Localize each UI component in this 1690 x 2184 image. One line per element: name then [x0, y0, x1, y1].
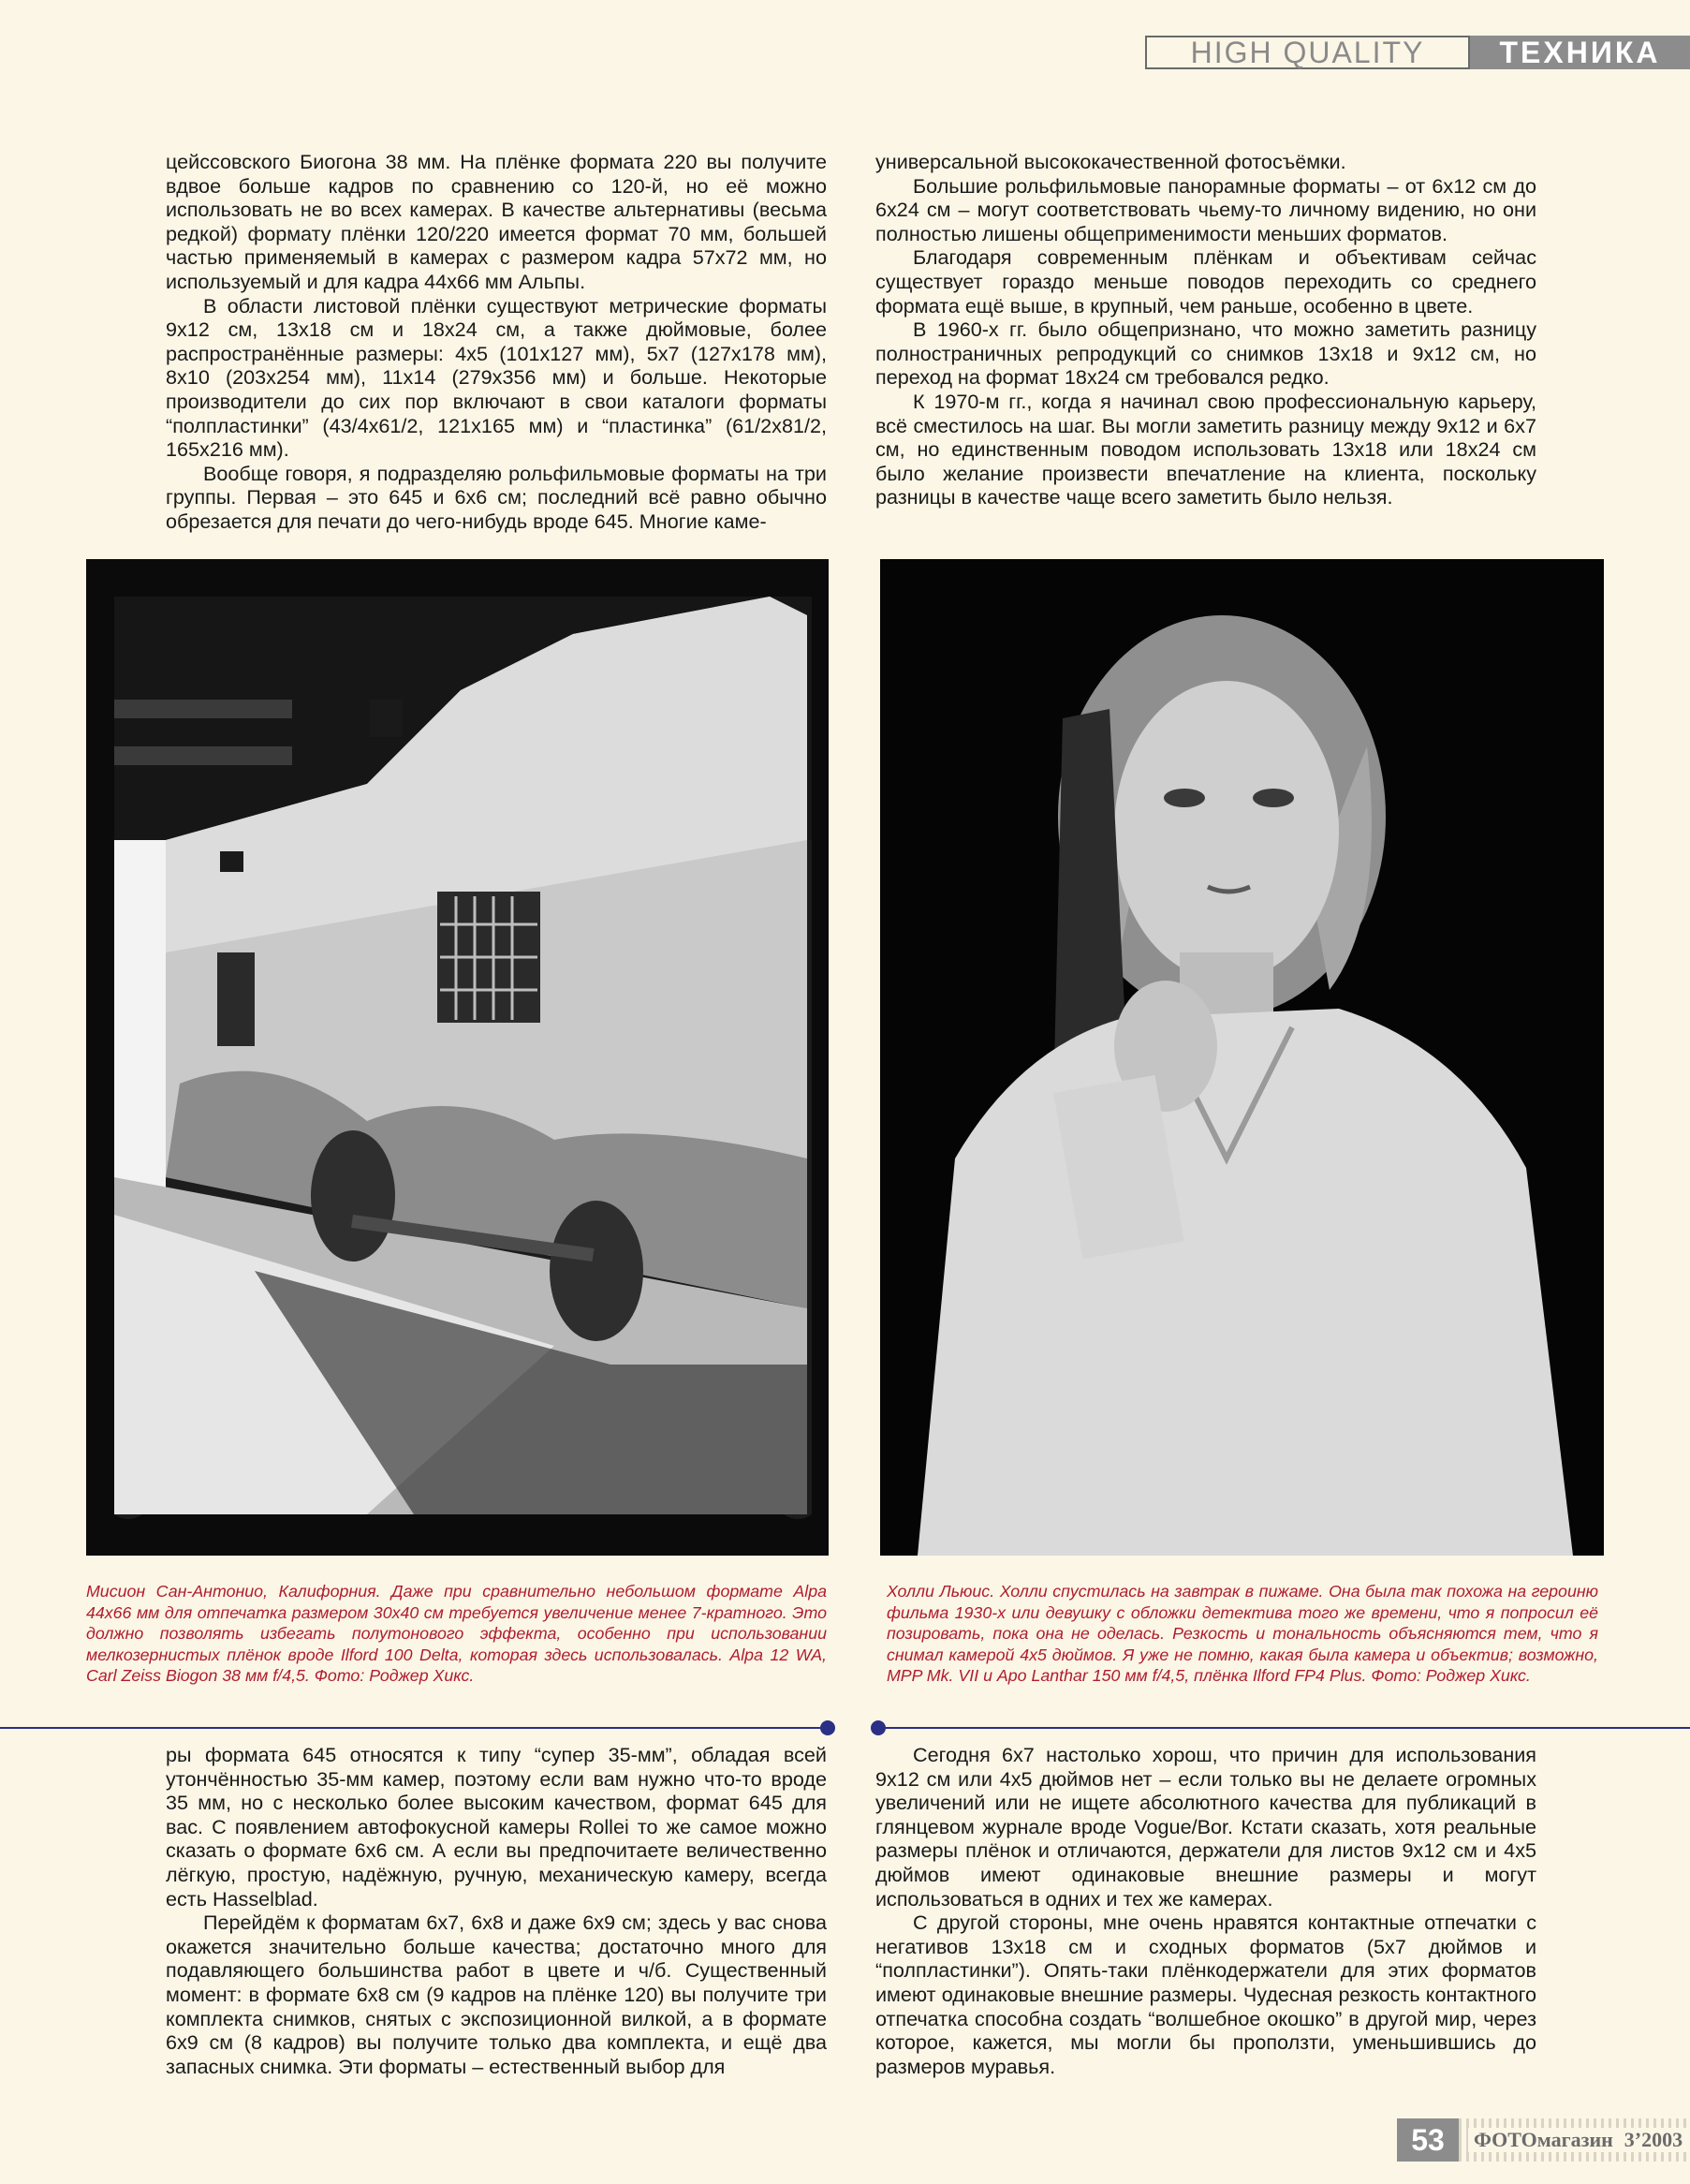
portrait-photo	[880, 559, 1604, 1556]
header-quality-label: HIGH QUALITY	[1145, 36, 1470, 69]
paragraph: Большие рольфильмовые панорамные форматы – от 6x12 см до 6x24 см – могут соответствовать чьему-то личному видению, но они полностью лишены общеприменимости меньших форматов.	[875, 173, 1536, 245]
paragraph: Вообще говоря, я подразделяю рольфильмовые форматы на три группы. Первая – это 645 и 6x6 см; последний всё равно обычно обрезается для печати до чего-нибудь вроде 645. Многие каме-	[166, 461, 827, 533]
divider-rule-left	[0, 1727, 828, 1729]
mission-photo-illustration	[86, 559, 829, 1556]
magazine-footer	[1459, 2118, 1690, 2162]
paragraph: ры формата 645 относятся к типу “супер 35-мм”, обладая всей утончённостью 35-мм камер, поэтому если вам нужно что-то вроде 35 мм, но с несколько более высоким качеством, формат 645 для вас. С появлением автофокусной камеры Rollei то же самое можно сказать о формате 6x6 см. А если вы предпочитаете величественно лёгкую, простую, надёжную, ручную, механическую камеру, всегда есть Hasselblad.	[166, 1743, 827, 1911]
paragraph: универсальной высококачественной фотосъёмки.	[875, 150, 1346, 173]
divider-dot-left	[820, 1720, 835, 1735]
paragraph: В 1960-х гг. было общепризнано, что можно заметить разницу полностраничных репродукций со снимков 13x18 и 9x12 см, но переход на формат 18x24 см требовался редко.	[875, 317, 1536, 390]
article-column-bottom-right	[875, 1743, 1536, 2078]
mission-photo	[86, 559, 829, 1556]
photo-caption-left: Мисион Сан-Антонио, Калифорния. Даже при сравнительно небольшом формате Alpa 44x66 мм для отпечатка размером 30x40 см требуется увеличение менее 7-кратного. Это должно позволять избегать полутонового эффекта, особенно при использовании мелкозернистых плёнок вроде Ilford 100 Delta, которая здесь использовалась. Alpa 12 WA, Carl Zeiss Biogon 38 мм f/4,5. Фото: Роджер Хикс.	[86, 1582, 827, 1686]
article-column-top-left	[166, 150, 827, 534]
portrait-photo-illustration	[880, 559, 1604, 1556]
paragraph: Сегодня 6x7 настолько хорош, что причин для использования 9x12 см или 4x5 дюймов нет – если только вы не делаете огромных увеличений или не ищете абсолютного качества для публикаций в глянцевом журнале вроде Vogue/Bor. Кстати сказать, хотя реальные размеры плёнок и отличаются, держатели для листов 9x12 см и 4x5 дюймов имеют одинаковые внешние размеры и могут использоваться в одних и тех же камерах.	[875, 1743, 1536, 1911]
page-number: 53	[1397, 2118, 1459, 2162]
paragraph: К 1970-м гг., когда я начинал свою профессиональную карьеру, всё сместилось на шаг. Вы могли заметить разницу между 9x12 и 6x7 см, но единственным поводом использовать 13x18 или 18x24 см было желание произвести впечатление на клиента, поскольку разницы в качестве чаще всего заметить было нельзя.	[875, 389, 1536, 509]
paragraph: цейссовского Биогона 38 мм. На плёнке формата 220 вы получите вдвое больше кадров по сравнению со 120-й, но её можно использовать не во всех камерах. В качестве альтернативы (весьма редкой) формату плёнки 120/220 имеется формат 70 мм, большей частью применяемый в камерах с размером кадра 57х72 мм, но используемый и для кадра 44х66 мм Альпы.	[166, 150, 827, 293]
magazine-issue: 3’2003	[1619, 2128, 1688, 2152]
paragraph: Благодаря современным плёнкам и объективам сейчас существует гораздо меньше поводов переходить со среднего формата ещё выше, в крупный, чем раньше, особенно в цвете.	[875, 245, 1536, 317]
article-column-bottom-left	[166, 1743, 827, 2078]
paragraph: В области листовой плёнки существуют метрические форматы 9x12 см, 13x18 см и 18x24 см, а также дюймовые, более распространённые размеры: 4x5 (101x127 мм), 5x7 (127x178 мм), 8x10 (203x254 мм), 11x14 (279x356 мм) и больше. Некоторые производители до сих пор включают в свои каталоги форматы “полпластинки” (43/4x61/2, 121x165 мм) и “пластинка” (61/2x81/2, 165x216 мм).	[166, 293, 827, 462]
article-column-top-right	[875, 150, 1536, 509]
magazine-brand: ФОТОмагазин	[1468, 2128, 1619, 2152]
paragraph: С другой стороны, мне очень нравятся контактные отпечатки с негативов 13x18 см и сходных форматов (5x7 дюймов и “полпластинки”). Опять-таки плёнкодержатели для этих форматов имеют одинаковые внешние размеры. Чудесная резкость контактного отпечатка способна создать “волшебное окошко” в другой мир, через которое, кажется, мы могли бы проползти, уменьшившись до размеров муравья.	[875, 1911, 1536, 2078]
divider-rule-right	[878, 1727, 1690, 1729]
header-section-label: ТЕХНИКА	[1470, 36, 1690, 69]
section-header	[1145, 36, 1690, 69]
photo-caption-right: Холли Льюис. Холли спустилась на завтрак в пижаме. Она была так похожа на героиню фильма 1930-х или девушку с обложки детектива того же времени, что я попросил её позировать, пока она не оделась. Резкость и тональность объясняются тем, что я снимал камерой 4x5 дюймов. Я уже не помню, какая была камера и объектив; возможно, MPP Mk. VII и Apo Lanthar 150 мм f/4,5, плёнка Ilford FP4 Plus. Фото: Роджер Хикс.	[887, 1582, 1598, 1686]
page-footer	[1397, 2118, 1690, 2162]
paragraph: Перейдём к форматам 6x7, 6x8 и даже 6x9 см; здесь у вас снова окажется значительно больше качества; достаточно много для подавляющего большинства работ в цвете и ч/б. Существенный момент: в формате 6x8 см (9 кадров на плёнке 120) вы получите три комплекта снимков, снятых с экспозиционной вилкой, а в формате 6x9 см (8 кадров) вы получите только два комплекта, и ещё два запасных снимка. Эти форматы – естественный выбор для	[166, 1911, 827, 2078]
